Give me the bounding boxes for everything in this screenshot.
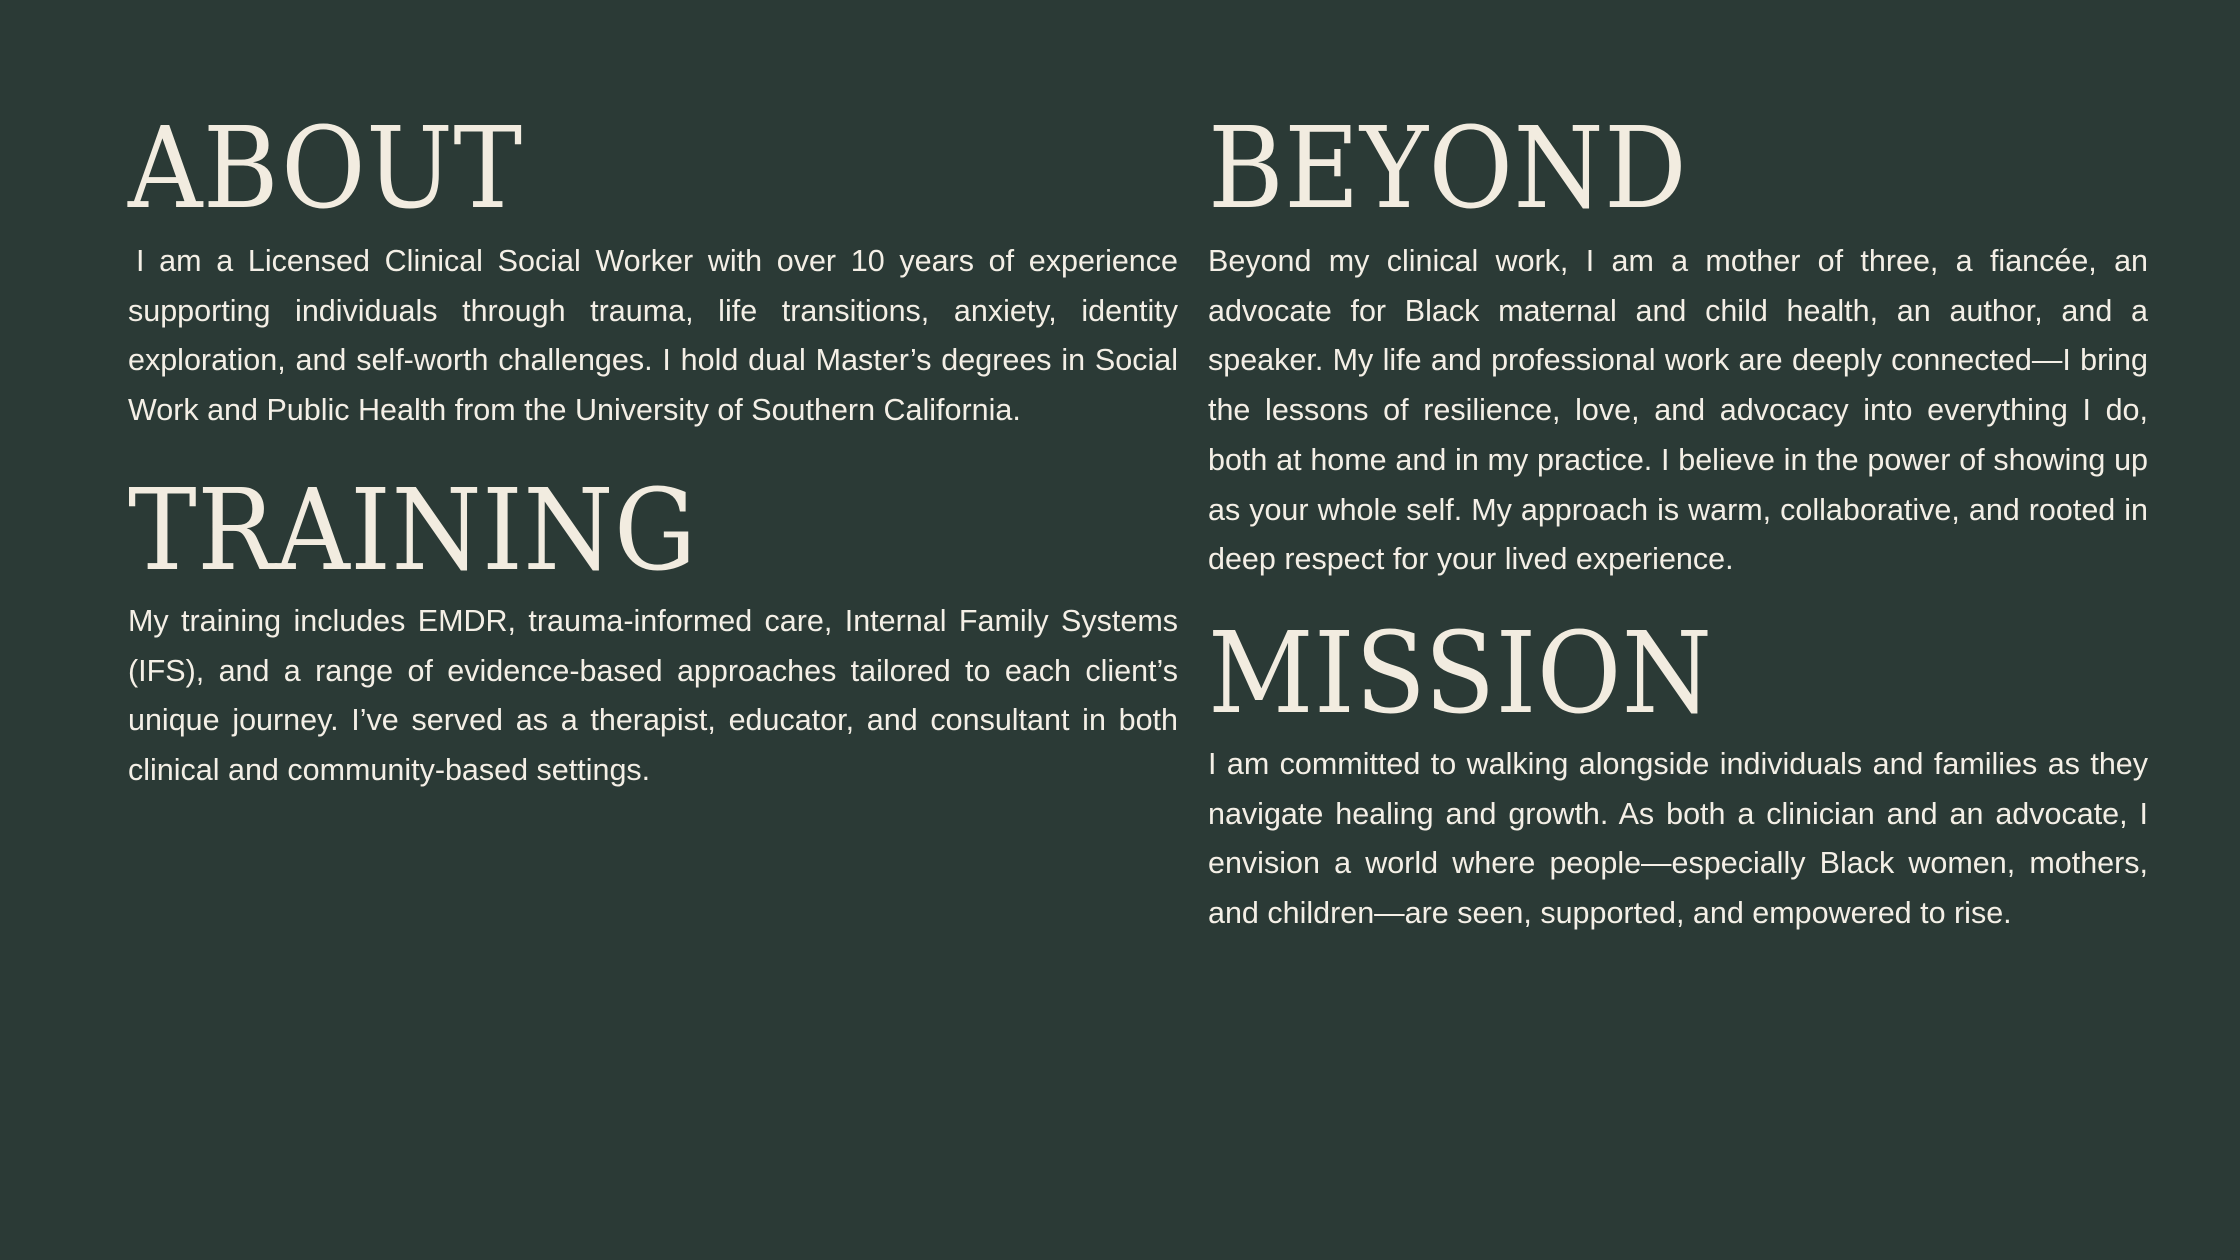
mission-heading: MISSION [1208, 608, 1713, 739]
mission-body-text: I am committed to walking alongside individuals and families as they navigate healing and growth. As both a clinician and an advocate, I envision a world where people—especially Black women, mothers, and children—are seen, supported, and empowered to rise. [1208, 746, 2148, 931]
about-heading: ABOUT [128, 104, 523, 234]
beyond-heading: BEYOND [1208, 104, 1688, 234]
right-column [1208, 104, 2148, 939]
about-body-text: I am a Licensed Clinical Social Worker with over 10 years of experience supporting individuals through trauma, life transitions, anxiety, identity exploration, and self-worth challenges. I hold dual Master’s degrees in Social Work and Public Health from the University of Southern California. [128, 244, 1178, 428]
two-column-layout [0, 104, 2240, 939]
training-heading: TRAINING [128, 465, 697, 596]
left-column [128, 104, 1178, 796]
training-body-text: My training includes EMDR, trauma-informed care, Internal Family Systems (IFS), and a range of evidence-based approaches tailored to each client’s unique journey. I’ve served as a therapist, educator, and consultant in both clinical and community-based settings. [128, 603, 1178, 787]
beyond-body-text: Beyond my clinical work, I am a mother of three, a fiancée, an advocate for Black maternal and child health, an author, and a speaker. My life and professional work are deeply connected—I bring the lessons of resilience, love, and advocacy into everything I do, both at home and in my practice. I believe in the power of showing up as your whole self. My approach is warm, collaborative, and rooted in deep respect for your lived experience. [1208, 244, 2148, 577]
